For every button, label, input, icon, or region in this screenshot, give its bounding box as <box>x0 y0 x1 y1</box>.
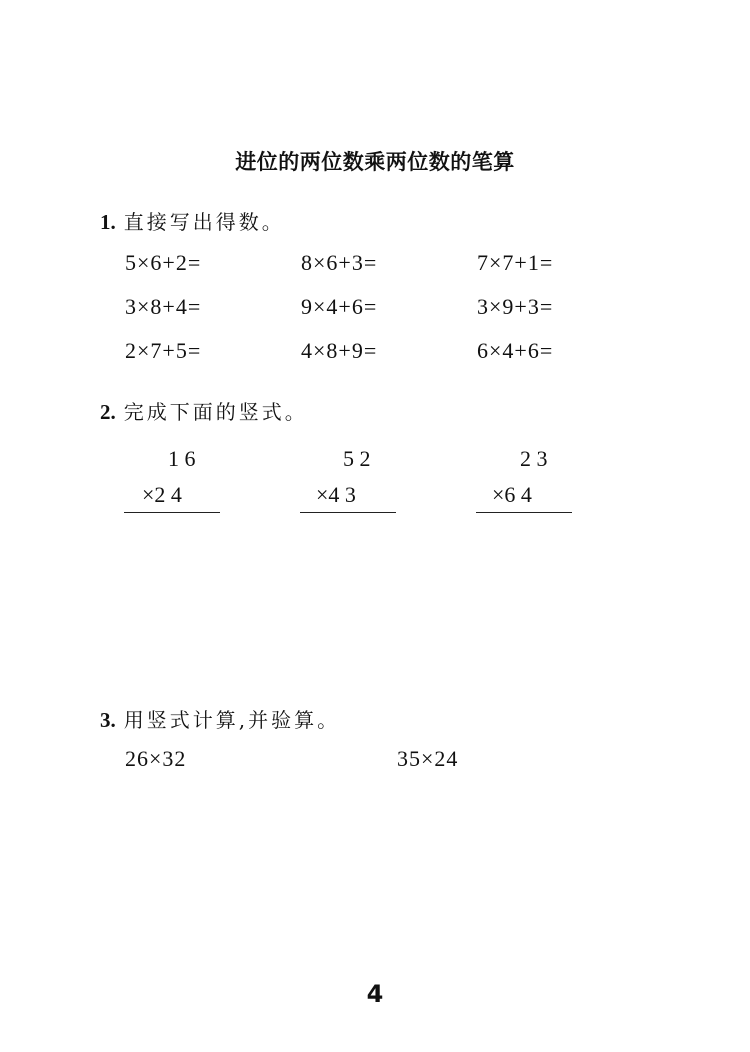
s1-expr-r1c1: 5×6+2= <box>125 250 202 275</box>
page-number: 4 <box>366 980 384 1008</box>
section1-heading <box>100 206 285 235</box>
section3-heading-text: 用竖式计算,并验算。 <box>123 708 341 732</box>
section2-heading <box>100 396 308 425</box>
section3-number: 3. <box>100 708 116 732</box>
section3-heading <box>100 704 340 733</box>
s1-expr-r3c2: 4×8+9= <box>301 338 378 363</box>
s3-problem-2: 35×24 <box>397 746 459 771</box>
s2-p2-bottom: ×4 3 <box>316 482 356 507</box>
s2-p3-bottom: ×6 4 <box>492 482 532 507</box>
s2-p1-top: 1 6 <box>168 446 196 471</box>
section1-heading-text: 直接写出得数。 <box>123 210 285 234</box>
s1-expr-r2c1: 3×8+4= <box>125 294 202 319</box>
s2-p2-line <box>300 512 396 513</box>
s2-p1-line <box>124 512 220 513</box>
s1-expr-r2c2: 9×4+6= <box>301 294 378 319</box>
page-title: 进位的两位数乘两位数的笔算 <box>235 150 515 174</box>
s2-p3-line <box>476 512 572 513</box>
s1-expr-r1c3: 7×7+1= <box>477 250 554 275</box>
section2-heading-text: 完成下面的竖式。 <box>123 400 308 424</box>
s3-problem-1: 26×32 <box>125 746 187 771</box>
s2-p1-bottom: ×2 4 <box>142 482 182 507</box>
s2-p3-top: 2 3 <box>520 446 548 471</box>
section1-number: 1. <box>100 210 116 234</box>
s1-expr-r2c3: 3×9+3= <box>477 294 554 319</box>
section2-number: 2. <box>100 400 116 424</box>
s1-expr-r1c2: 8×6+3= <box>301 250 378 275</box>
s1-expr-r3c3: 6×4+6= <box>477 338 554 363</box>
s1-expr-r3c1: 2×7+5= <box>125 338 202 363</box>
s2-p2-top: 5 2 <box>343 446 371 471</box>
